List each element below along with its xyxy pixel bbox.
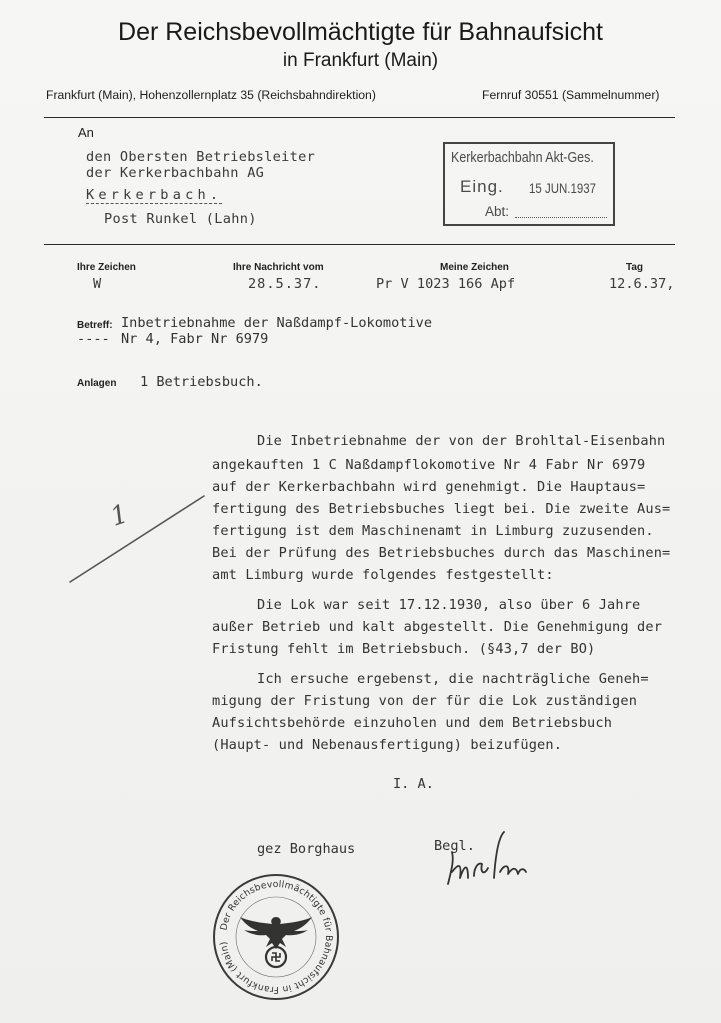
attachments-value: 1 Betriebsbuch. — [140, 374, 263, 390]
divider-middle — [44, 244, 675, 245]
body-line: auf der Kerkerbachbahn wird genehmigt. Die Hauptaus= — [212, 479, 646, 495]
stamp-date: 15 JUN.1937 — [529, 180, 597, 196]
margin-note-text: 1 — [106, 499, 132, 533]
letterhead-subtitle: in Frankfurt (Main) — [282, 50, 439, 71]
subject-line-1: Inbetriebnahme der Naßdampf-Lokomotive — [121, 315, 432, 331]
receipt-stamp — [443, 142, 615, 226]
recipient-line: der Kerkerbachbahn AG — [86, 165, 265, 181]
closing-ia: I. A. — [393, 776, 434, 792]
subject-label: Betreff: — [77, 320, 113, 331]
stamp-department-blank — [515, 217, 607, 218]
stamp-received-label: Eing. — [460, 177, 504, 196]
attachments-label: Anlagen — [77, 378, 117, 389]
letterhead-title: Der Reichsbevollmächtigte für Bahnaufsicht — [118, 18, 603, 46]
body-line: Die Inbetriebnahme der von der Brohltal-Eisenbahn — [257, 433, 666, 449]
letterhead-phone: Fernruf 30551 (Sammelnummer) — [482, 88, 660, 102]
eagle-emblem — [240, 917, 312, 967]
ref-header-day: Tag — [626, 262, 644, 273]
stamp-company: Kerkerbachbahn Akt-Ges. — [451, 150, 594, 166]
official-seal — [212, 873, 340, 1001]
body-line: fertigung des Betriebsbuches liegt bei. Die zweite Aus= — [212, 501, 671, 517]
body-line: Bei der Prüfung des Betriebsbuches durch das Maschinen= — [212, 545, 671, 561]
ref-value-your-sign: W — [93, 276, 102, 292]
ref-header-your-sign: Ihre Zeichen — [77, 262, 136, 273]
body-line: fertigung ist dem Maschinenamt in Limburg zuzusenden. — [212, 523, 654, 539]
stamp-department-label: Abt: — [485, 204, 510, 219]
body-line: Aufsichtsbehörde einzuholen und dem Betriebsbuch — [212, 715, 613, 731]
body-line: angekauften 1 C Naßdampflokomotive Nr 4 Fabr Nr 6979 — [212, 457, 646, 473]
ref-value-your-message: 28.5.37. — [248, 276, 322, 292]
subject-line-2: Nr 4, Fabr Nr 6979 — [121, 331, 269, 347]
ref-value-my-sign: Pr V 1023 166 Apf — [376, 276, 516, 292]
body-line: Ich ersuche ergebenst, die nachträgliche Geneh= — [257, 671, 649, 687]
ref-header-my-sign: Meine Zeichen — [440, 262, 509, 273]
closing-certified: Begl. — [434, 838, 475, 854]
margin-pencil-mark — [66, 490, 206, 586]
body-line: Die Lok war seit 17.12.1930, also über 6 Jahre — [257, 597, 641, 613]
recipient-line: den Obersten Betriebsleiter — [86, 149, 316, 165]
handwritten-signature — [438, 828, 530, 892]
body-line: Fristung fehlt im Betriebsbuch. (§43,7 der BO) — [212, 641, 596, 657]
recipient-line: Post Runkel (Lahn) — [104, 211, 257, 227]
ref-header-your-message: Ihre Nachricht vom — [233, 262, 324, 273]
recipient-line: Kerkerbach. — [86, 187, 223, 203]
body-line: (Haupt- und Nebenausfertigung) beizufügen. — [212, 737, 563, 753]
body-line: migung der Fristung von der für die Lok zuständigen — [212, 693, 638, 709]
body-line: amt Limburg wurde folgendes festgestellt: — [212, 567, 554, 583]
closing-signed-by: gez Borghaus — [257, 841, 356, 857]
ref-value-day: 12.6.37, — [609, 276, 675, 292]
subject-dashes: ---- — [77, 331, 110, 347]
divider-top — [44, 117, 675, 118]
body-line: außer Betrieb und kalt abgestellt. Die Genehmigung der — [212, 619, 663, 635]
seal-text: Der Reichsbevollmächtigte für Bahnaufsicht in Frankfurt (Main) — [218, 878, 335, 996]
recipient-label: An — [78, 125, 94, 140]
letterhead-address: Frankfurt (Main), Hohenzollernplatz 35 (Reichsbahndirektion) — [46, 88, 376, 102]
